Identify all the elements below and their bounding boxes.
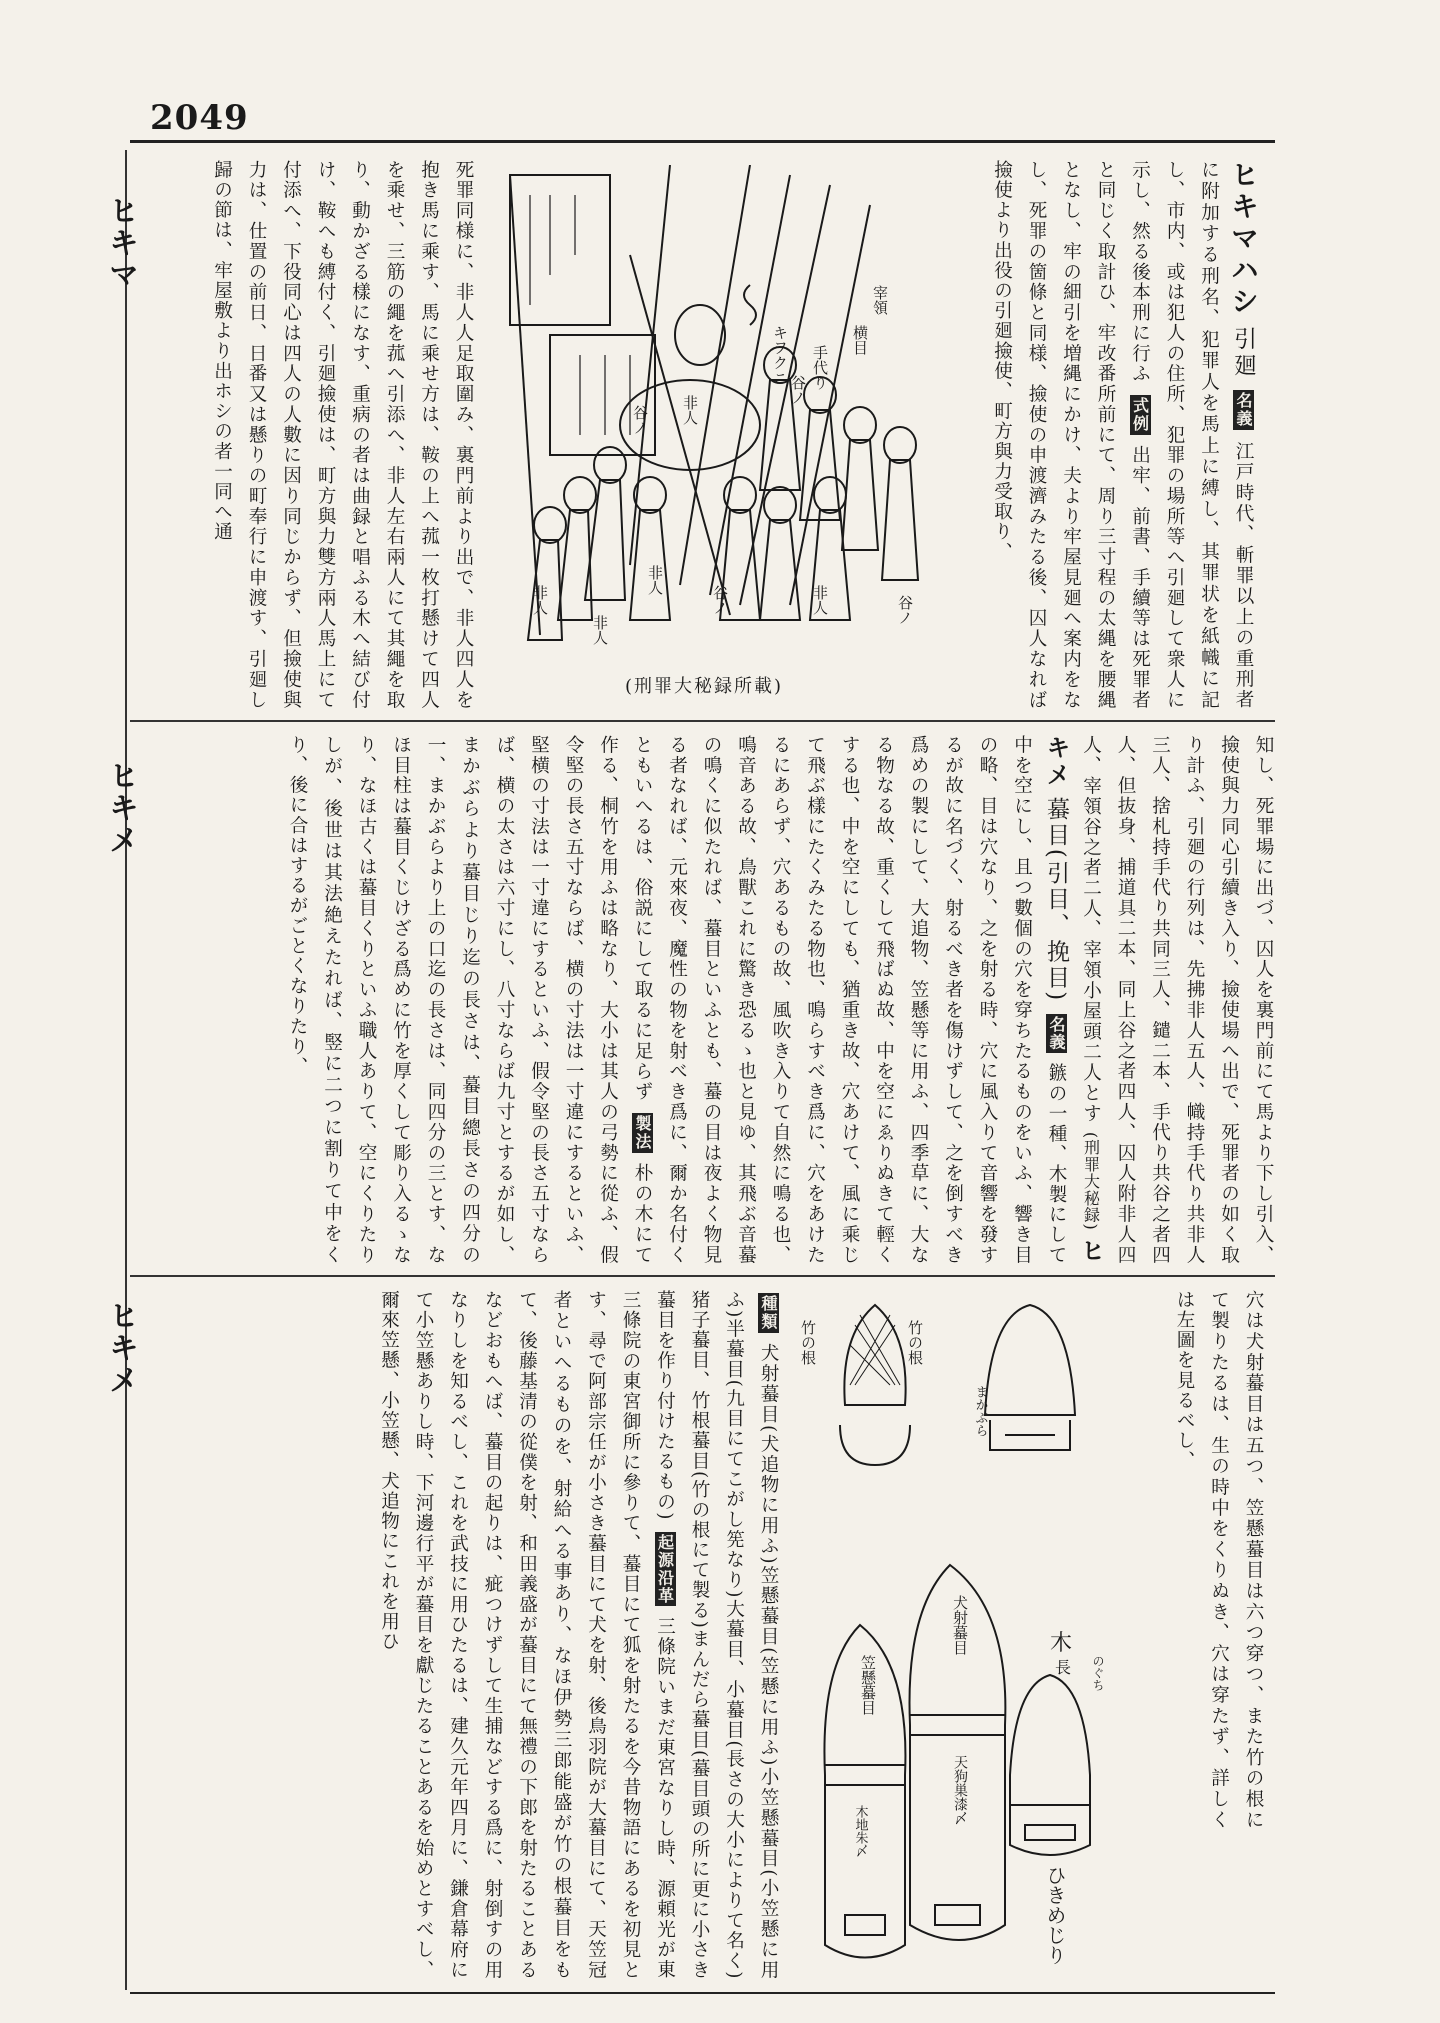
fig-label-hinin-4: 非人 xyxy=(646,565,664,595)
fig-label-kasagake: 笠懸蟇目 xyxy=(859,1655,877,1715)
fig-label-tani-3: 谷ノ xyxy=(896,595,914,625)
body-hikimawashi-4: 知し、死罪場に出づ、囚人を裏門前にて馬より下し引入、撿使與力同心引續き入り、撿使場へ出で、死罪者の如く取り計ふ、引廻の行列は、先拂非人五人、幟持手代り共非人三人、捨札持手代り共同三人、鑓二本、手代り共谷之者四人、但抜身、捕道具二本、同上谷之者四人、囚人附非人四人、宰領谷之者二人、宰領小屋頭二人とす xyxy=(1080,735,1274,1265)
hikime-diagram xyxy=(800,1285,1130,1985)
body-hikime-1: 鏃の一種、木製にして中を空にし、且つ數個の穴を穿ちたるものをいふ、響き目の略、目は穴なり、之を射る時、穴に風入りて音響を發するが故に名づく、射るべき者を傷けずして、之を倒すべき爲めの製にして、大追物、笠懸等に用ふ、四季草に、大なる物なる故、重くして飛ばぬ故、中を空にゑりぬきて輕くする也、中を空にしても、猶重き故、穴あけて、風に乘じて飛ぶ樣にたくみたる物也、鳴らすべき爲に、穴をあけたるにあらず、穴あるもの故、風吹き入りて自然に鳴る也、鳴音ある故、鳥獸これに驚き恐るゝ也と見ゆ、其飛ぶ音蟇の鳴くに似たれば、蟇目といふとも、蟇の目は夜よく物見る者なれば、元來夜、魔性の物を射べき爲に、爾か名付くともいへるは、俗説にして取るに足らず xyxy=(632,735,1067,1265)
body-hikime-2: 朴の木にて作る、桐竹を用ふは略なり、大小は其人の弓勢に從ふ、假令堅の長さ五寸ならば、横の寸法は一寸違にするといふ、堅横の寸法は一寸違にするといふ、假令堅の長さ五寸ならば、横の太さは六寸にし、八寸ならば九寸とするが如し、まかぶらより蟇目じり迄の長さは、蟇目總長さの四分の一、まかぶらより上の口迄の長さは、同四分の三とす、なほ目柱は蟇目くじけざる爲めに竹を厚くして彫り入るゝなり、なほ古くは蟇目くりといふ職人ありて、空にくりたりしが、後世は其法絶えたれば、竪に二つに割りて中をくり、後に合はするがごとくなりたり、 xyxy=(287,735,653,1265)
margin-heading-hikime-2: ヒキメ xyxy=(103,1300,138,1396)
fig-label-hinin-2: 非人 xyxy=(531,585,549,615)
hikime-shapes xyxy=(800,1285,1130,1985)
margin-heading-hikima: ヒキマ xyxy=(103,195,138,291)
fig-label-inu: 犬射蟇目 xyxy=(951,1595,969,1655)
body-hikime-origin: 三條院いまだ東宮なりし時、源頼光が東三條院の東宮御所に參りて、蟇目にて狐を射たるを今昔物語にあるを初見とす、尋で阿部宗任が小さき蟇目にて犬を射、後鳥羽院が大蟇目にて、天笠冠者といへるものを、射給へる事あり、なほ伊勢三郎能盛が竹の根蟇目をもて、後藤基清の從僕を射、和田義盛が蟇目にて無禮の下郎を射たることあるなどおもへば、蟇目の起りは、疵つけずして生捕などする爲に、射倒すの用なりしを知るべし、これを武技に用ひたるは、建久元年四月に、鎌倉幕府にて小笠懸ありし時、下河邊行平が蟇目を獻じたることあるを始めとすべし、爾來笠懸、小笠懸、犬追物にこれを用ひ xyxy=(378,1290,676,1980)
fig-label-tengumi: 天狗巣漆〆 xyxy=(952,1755,968,1825)
fig-label-sairyo: 宰領 xyxy=(871,285,889,315)
body-hikimawashi-2: 出牢、前書、手續等は死罪者と同じく取計ひ、牢改番所前にて、周り三寸程の太縄を腰縄となし、牢の細引を増縄にかけ、夫より牢屋見廻へ案内をなし、死罪の箇條と同様、撿使の申渡濟みたる後、囚人なれば撿使より出役の引廻撿使、町方與力受取り、 xyxy=(991,160,1151,710)
entry-hikime-column xyxy=(145,735,1280,1265)
tag-meigi: 名義 xyxy=(1234,392,1253,429)
entry-hikimawashi-column-2 xyxy=(145,160,480,710)
headword-hikimawashi: ヒキマハシ xyxy=(1227,160,1260,319)
fig-label-nuri: 木地朱〆 xyxy=(852,1805,868,1857)
source-keizai: (刑罪大秘録) xyxy=(1081,1131,1101,1231)
fig-label-naga: 長 xyxy=(1055,1658,1072,1677)
fig-label-nodeuchi: のぐち xyxy=(1091,1655,1105,1691)
body-hikime-3: 穴は犬射蟇目は五つ、笠懸蟇目は六つ穿つ、また竹の根にて製りたるは、生の時中をくりぬき、穴は穿たず、詳しくは左圖を見るべし、 xyxy=(1174,1290,1264,1830)
entry-hikime-types-column xyxy=(145,1290,785,1980)
fig-label-tani-2: 谷ノ xyxy=(631,405,649,435)
fig-label-ki: 木 xyxy=(1050,1631,1073,1656)
fig-label-kiokuni: キヲクニ xyxy=(771,325,789,385)
fig-label-tani-1: 谷ノ xyxy=(789,375,807,405)
tag-shurui: 種類 xyxy=(759,1295,778,1331)
hikimawashi-illustration xyxy=(480,165,960,675)
fig-label-makabura: まかぶら xyxy=(972,1385,988,1437)
fig-label-bamboo-root-2: 竹の根 xyxy=(906,1320,924,1365)
fig-label-hinin-1: 非人 xyxy=(681,395,699,425)
body-hikimawashi-1: 江戸時代、斬罪以上の重刑者に附加する刑名、犯罪人を馬上に縛し、其罪状を紙幟に記し、市内、或は犯人の住所、犯罪の場所等へ引廻して衆人に示し、然る後本刑に行ふ xyxy=(1129,160,1254,710)
page-number: 2049 xyxy=(150,98,249,138)
tag-seiho: 製法 xyxy=(633,1114,652,1151)
margin-rule xyxy=(125,150,127,1990)
headword-hikime: ヒキメ xyxy=(1042,735,1105,1265)
tag-shikirei: 式例 xyxy=(1130,396,1150,433)
section-divider-1 xyxy=(130,720,1275,722)
fig-label-hinin-5: 非人 xyxy=(591,615,609,645)
fig-label-hinin-3: 非人 xyxy=(811,585,829,615)
fig-label-tegawari: 手代り xyxy=(811,345,829,390)
tag-meigi-2: 名義 xyxy=(1047,1015,1066,1051)
fig-label-bamboo-root: 竹の根 xyxy=(800,1320,817,1365)
fig-label-tani-4: 谷ノ xyxy=(711,585,729,615)
tag-kigen-enkaku: 起源沿革 xyxy=(655,1533,675,1604)
kanji-hikime: 蟇目(引目、挽目) xyxy=(1043,796,1069,1004)
fig-label-hikimejiri: ひきめじり xyxy=(1043,1865,1067,1965)
entry-hikime-column-3 xyxy=(1130,1290,1270,1830)
kanji-hikimawashi: 引廻 xyxy=(1230,326,1256,380)
hikimawashi-figure-caption: (刑罪大秘録所載) xyxy=(625,676,784,697)
margin-heading-hikime-1: ヒキメ xyxy=(103,760,138,856)
footer-rule xyxy=(130,1992,1275,1994)
body-hikimawashi-3: 死罪同様に、非人人足取圍み、裏門前より出で、非人四人を抱き馬に乘す、馬に乘せ方は、鞍の上へ菰一枚打懸けて四人を乘せ、三筋の繩を菰へ引添へ、非人左右兩人にて其繩を取り、動かざる樣になす、重病の者は曲録と唱ふる木へ結び付け、鞍へも縛付く、引廻撿使は、町方與力雙方兩人馬上にて付添へ、下役同心は四人の人數に因り同じからず、但撿使與力は、仕置の前日、日番又は懸りの町奉行に申渡す、引廻し歸の節は、牢屋敷より出ホシの者一同へ通 xyxy=(211,160,474,710)
body-hikime-types: 犬射蟇目(犬追物に用ふ)笠懸蟇目(笠懸に用ふ)小笠懸蟇目(小笠懸に用ふ)半蟇目(九目にてこがし筅なり)大蟇目、小蟇目(長さの大小によりて名く)猪子蟇目、竹根蟇目(竹の根にて製る)まんだら蟇目(蟇目頭の所に更に小さき蟇目を作り付けたるもの) xyxy=(654,1290,779,1980)
section-divider-2 xyxy=(130,1275,1275,1277)
header-rule xyxy=(130,140,1275,143)
procession-drawing xyxy=(480,165,960,675)
fig-label-yokome: 横目 xyxy=(851,325,869,355)
